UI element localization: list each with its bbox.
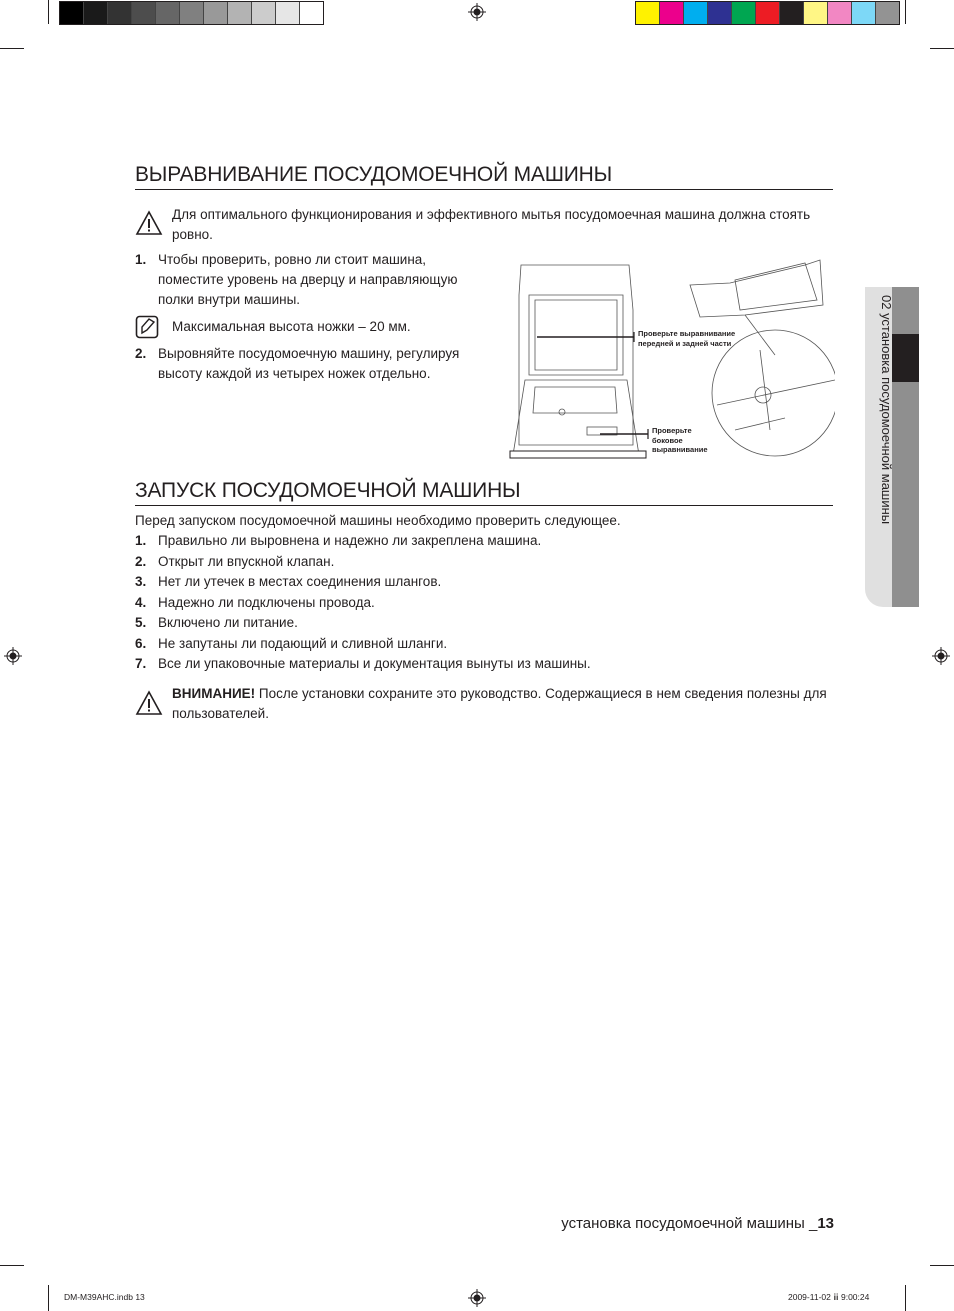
- registration-mark-icon: [468, 1289, 486, 1307]
- checklist-item: [135, 572, 835, 593]
- crop-mark: [0, 48, 24, 49]
- item-number: 1.: [135, 533, 147, 548]
- leveling-warning-text: Для оптимального функционирования и эффективного мытья посудомоечная машина должна стоять ровно.: [172, 207, 811, 242]
- note-text: Максимальная высота ножки – 20 мм.: [172, 319, 411, 334]
- warning-icon: [135, 210, 163, 236]
- item-text: Все ли упаковочные материалы и документация вынуты из машины.: [158, 656, 591, 671]
- caution-text: [172, 684, 832, 724]
- checklist-item: [135, 613, 835, 634]
- step-number: 1.: [135, 252, 147, 267]
- section-title-leveling: ВЫРАВНИВАНИЕ ПОСУДОМОЕЧНОЙ МАШИНЫ: [135, 163, 833, 190]
- grayscale-color-bar: [59, 1, 324, 25]
- crop-mark: [905, 0, 906, 24]
- checklist-item: [135, 552, 835, 573]
- crop-mark: [0, 1265, 24, 1266]
- color-swatch: [804, 2, 828, 24]
- note-icon: [135, 315, 159, 339]
- item-number: 7.: [135, 656, 147, 671]
- caution-label: ВНИМАНИЕ!: [172, 686, 256, 701]
- chapter-tab-label: 02 установка посудомоечной машины: [879, 295, 894, 525]
- color-swatch: [828, 2, 852, 24]
- checklist-item: [135, 531, 835, 552]
- step-text: Чтобы проверить, ровно ли стоит машина, поместите уровень на дверцу и направляющую полки внутри машины.: [158, 252, 458, 307]
- color-swatch: [852, 2, 876, 24]
- color-swatch: [108, 2, 132, 24]
- crop-mark: [48, 0, 49, 24]
- color-swatch: [60, 2, 84, 24]
- color-swatch: [180, 2, 204, 24]
- item-number: 3.: [135, 574, 147, 589]
- crop-mark: [905, 1285, 906, 1311]
- step-number: 2.: [135, 346, 147, 361]
- diagram-label-front-back: Проверьте выравнивание передней и задней части: [638, 329, 736, 348]
- item-text: Не запутаны ли подающий и сливной шланги.: [158, 635, 448, 651]
- item-number: 4.: [135, 594, 147, 610]
- running-title: установка посудомоечной машины _: [561, 1215, 818, 1232]
- color-swatch: [636, 2, 660, 24]
- checklist-item: [135, 593, 835, 614]
- registration-mark-icon: [4, 647, 22, 665]
- item-text: Правильно ли выровнена и надежно ли закреплена машина.: [158, 533, 542, 548]
- color-swatch: [756, 2, 780, 24]
- step-text: Выровняйте посудомоечную машину, регулируя высоту каждой из четырех ножек отдельно.: [158, 346, 460, 381]
- running-footer: [561, 1215, 834, 1232]
- item-text: Открыт ли впускной клапан.: [158, 553, 335, 569]
- color-swatch: [300, 2, 323, 24]
- color-swatch: [660, 2, 684, 24]
- crop-mark: [48, 1285, 49, 1311]
- item-text: Надежно ли подключены провода.: [158, 594, 375, 610]
- page-number: 13: [817, 1215, 834, 1232]
- registration-mark-icon: [932, 647, 950, 665]
- color-swatch: [876, 2, 899, 24]
- color-swatch: [684, 2, 708, 24]
- startup-checklist: [135, 531, 835, 675]
- caution-body: После установки сохраните это руководство. Содержащиеся в нем сведения полезны для пользователей.: [172, 686, 827, 721]
- crop-mark: [930, 48, 954, 49]
- checklist-item: [135, 654, 835, 675]
- diagram-label-side: Проверьте боковое выравнивание: [652, 426, 708, 454]
- color-swatch: [156, 2, 180, 24]
- item-number: 6.: [135, 635, 147, 651]
- item-number: 5.: [135, 615, 147, 630]
- crop-mark: [930, 1265, 954, 1266]
- color-swatch: [84, 2, 108, 24]
- color-swatch: [780, 2, 804, 24]
- color-swatch: [732, 2, 756, 24]
- registration-mark-icon: [468, 3, 486, 21]
- color-swatch: [276, 2, 300, 24]
- color-swatch: [708, 2, 732, 24]
- color-swatch: [132, 2, 156, 24]
- chapter-tab-marker: [892, 334, 919, 382]
- item-number: 2.: [135, 553, 147, 569]
- print-timestamp: 2009-11-02 ⅲ 9:00:24: [788, 1292, 870, 1302]
- file-name: DM-M39AHC.indb 13: [64, 1292, 145, 1302]
- section-title-startup: ЗАПУСК ПОСУДОМОЕЧНОЙ МАШИНЫ: [135, 479, 833, 506]
- color-swatch: [252, 2, 276, 24]
- startup-intro-text: Перед запуском посудомоечной машины необходимо проверить следующее.: [135, 513, 621, 528]
- leveling-step-1: [135, 250, 495, 310]
- color-swatch: [204, 2, 228, 24]
- caution-icon: [135, 690, 163, 716]
- leveling-step-2: [135, 344, 495, 384]
- item-text: Включено ли питание.: [158, 615, 298, 630]
- process-color-bar: [635, 1, 900, 25]
- item-text: Нет ли утечек в местах соединения шлангов.: [158, 574, 442, 589]
- color-swatch: [228, 2, 252, 24]
- checklist-item: [135, 634, 835, 655]
